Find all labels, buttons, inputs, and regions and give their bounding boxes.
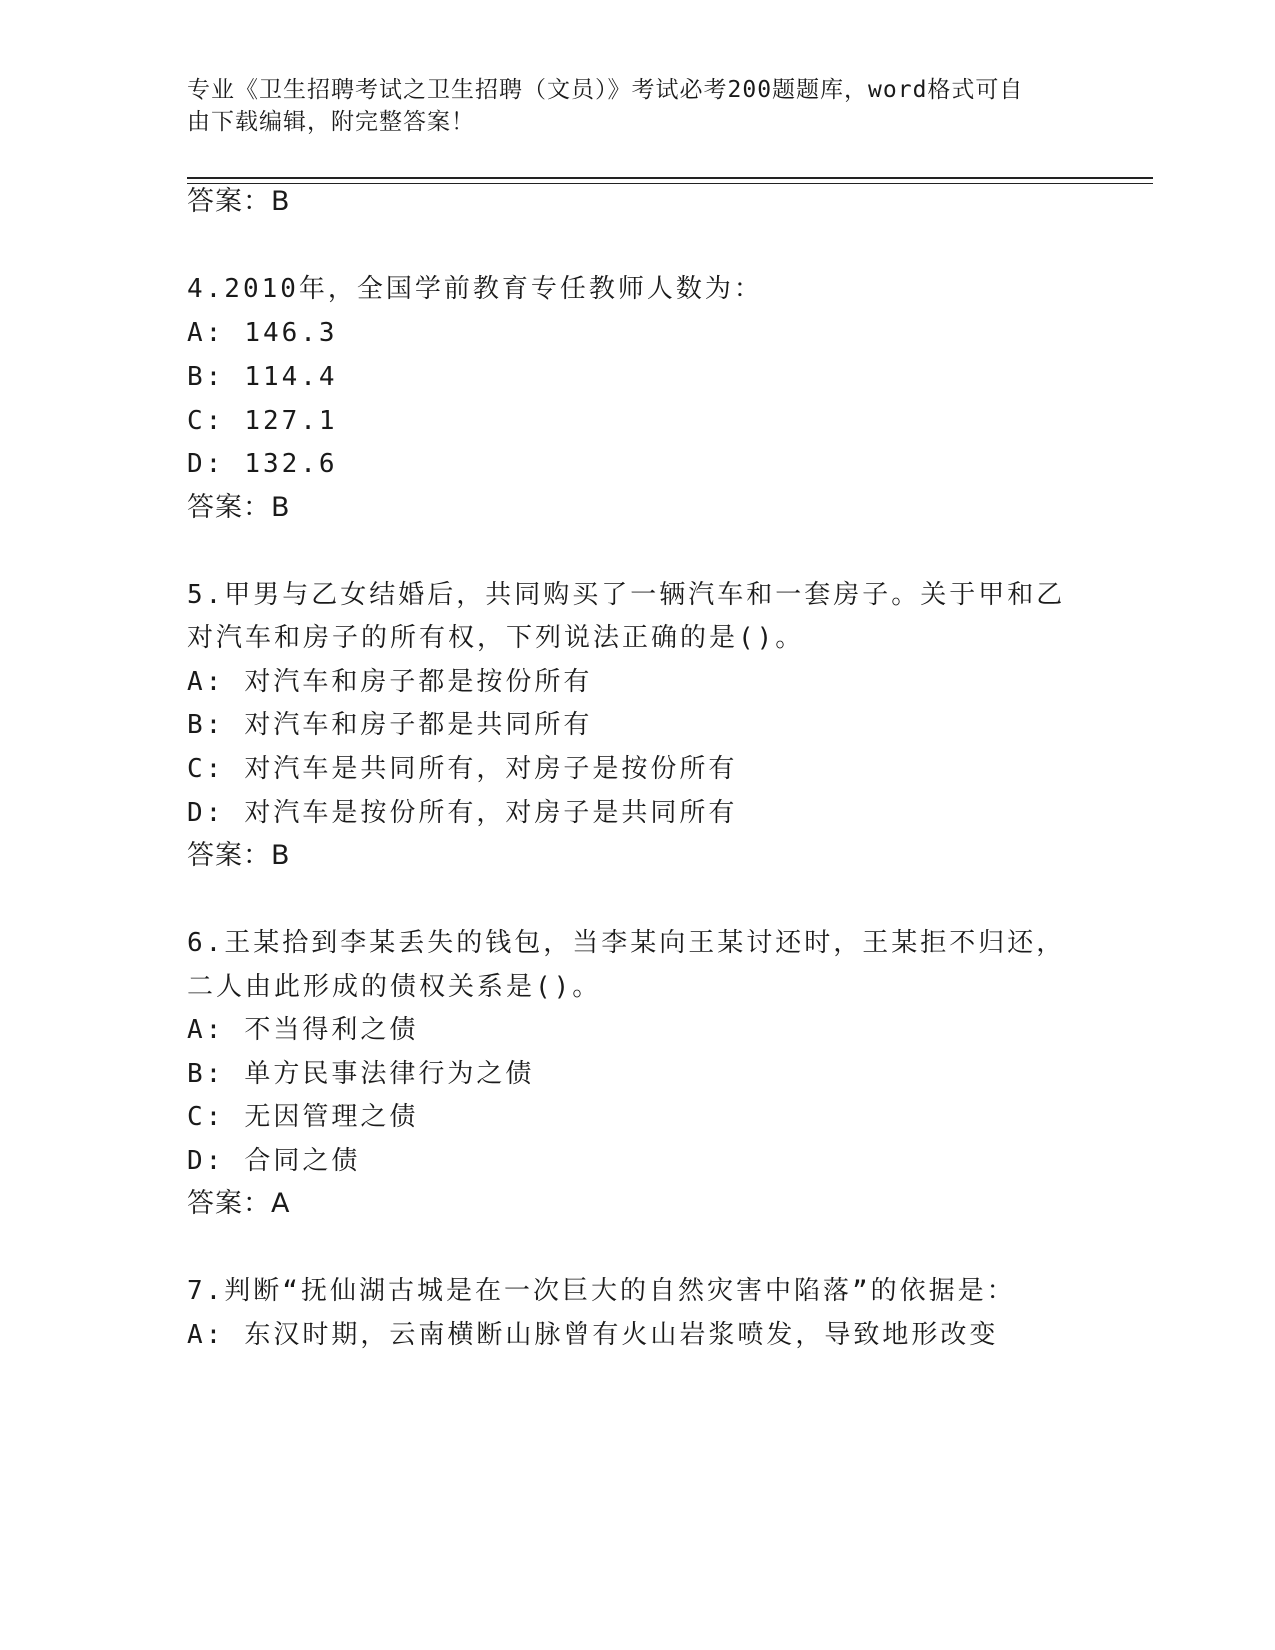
- question-7-stem-line-1: 7.判断“抚仙湖古城是在一次巨大的自然灾害中陷落”的依据是：: [187, 1276, 1016, 1306]
- question-4-option-c: C: 127.1: [187, 406, 338, 436]
- question-5-option-d: D: 对汽车是按份所有，对房子是共同所有: [187, 798, 738, 828]
- question-5-answer: 答案：B: [187, 840, 291, 871]
- question-5-option-a: A: 对汽车和房子都是按份所有: [187, 667, 593, 697]
- question-5-stem-line-1: 5.甲男与乙女结婚后，共同购买了一辆汽车和一套房子。关于甲和乙: [187, 580, 1066, 610]
- question-5-option-b: B: 对汽车和房子都是共同所有: [187, 710, 593, 740]
- question-6-option-b: B: 单方民事法律行为之债: [187, 1059, 535, 1089]
- question-6-option-a: A: 不当得利之债: [187, 1015, 419, 1045]
- header-line-1: 专业《卫生招聘考试之卫生招聘（文员）》考试必考200题题库，word格式可自: [187, 77, 1024, 103]
- question-7-option-a: A: 东汉时期，云南横断山脉曾有火山岩浆喷发，导致地形改变: [187, 1320, 999, 1350]
- header-line-2: 由下载编辑，附完整答案！: [187, 109, 475, 135]
- header-divider-thin: [187, 183, 1153, 184]
- question-6-option-d: D: 合同之债: [187, 1146, 361, 1176]
- question-4-option-d: D: 132.6: [187, 449, 338, 479]
- document-header: [187, 74, 1067, 138]
- question-4-option-b: B: 114.4: [187, 362, 338, 392]
- question-4-option-a: A: 146.3: [187, 318, 338, 348]
- question-5-option-c: C: 对汽车是共同所有，对房子是按份所有: [187, 754, 738, 784]
- question-4-answer: 答案：B: [187, 492, 291, 523]
- question-6-answer: 答案：A: [187, 1188, 291, 1219]
- question-6-option-c: C: 无因管理之债: [187, 1102, 419, 1132]
- question-4-stem-line-1: 4.2010年，全国学前教育专任教师人数为：: [187, 274, 763, 304]
- header-divider-thick: [187, 177, 1153, 179]
- question-6-stem-line-2: 二人由此形成的债权关系是()。: [187, 972, 602, 1002]
- answer-prev: 答案：B: [187, 186, 291, 217]
- question-6-stem-line-1: 6.王某拾到李某丢失的钱包，当李某向王某讨还时，王某拒不归还，: [187, 928, 1066, 958]
- question-5-stem-line-2: 对汽车和房子的所有权，下列说法正确的是()。: [187, 623, 805, 653]
